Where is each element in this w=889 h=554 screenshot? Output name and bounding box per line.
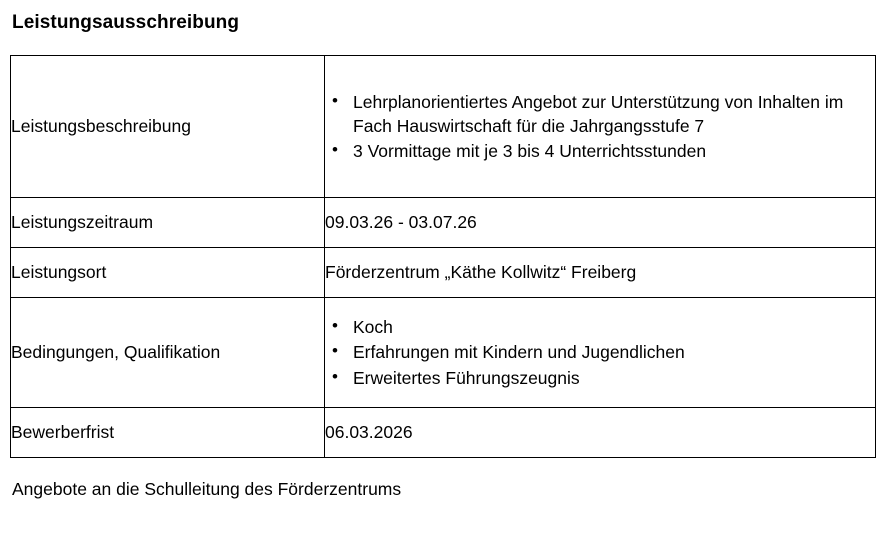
list-item: • Erweitertes Führungszeugnis <box>353 366 875 390</box>
row-label-leistungsbeschreibung: Leistungsbeschreibung <box>11 56 325 198</box>
table-row <box>11 56 876 198</box>
bullet-list <box>325 315 875 389</box>
table-row <box>11 298 876 408</box>
page-title: Leistungsausschreibung <box>12 12 240 33</box>
bullet-list <box>325 90 875 163</box>
row-label-bewerberfrist: Bewerberfrist <box>11 408 325 458</box>
row-label-leistungsort: Leistungsort <box>11 248 325 298</box>
row-label-leistungszeitraum: Leistungszeitraum <box>11 198 325 248</box>
row-value-bedingungen-qualifikation <box>325 298 876 408</box>
row-value-leistungszeitraum: 09.03.26 - 03.07.26 <box>325 198 876 248</box>
document-page <box>0 12 889 500</box>
row-value-leistungsbeschreibung <box>325 56 876 198</box>
list-item: • 3 Vormittage mit je 3 bis 4 Unterrichtsstunden <box>353 139 875 163</box>
table-row <box>11 248 876 298</box>
row-value-leistungsort: Förderzentrum „Käthe Kollwitz“ Freiberg <box>325 248 876 298</box>
list-item: • Erfahrungen mit Kindern und Jugendlichen <box>353 340 875 364</box>
table-row <box>11 408 876 458</box>
row-label-bedingungen-qualifikation: Bedingungen, Qualifikation <box>11 298 325 408</box>
list-item: • Lehrplanorientiertes Angebot zur Unterstützung von Inhalten im Fach Hauswirtschaft für die Jahrgangsstufe 7 <box>353 90 875 138</box>
tender-specification-table <box>10 55 876 458</box>
table-row <box>11 198 876 248</box>
row-value-bewerberfrist: 06.03.2026 <box>325 408 876 458</box>
footer-note: Angebote an die Schulleitung des Förderzentrums <box>12 479 402 499</box>
list-item: • Koch <box>353 315 875 339</box>
